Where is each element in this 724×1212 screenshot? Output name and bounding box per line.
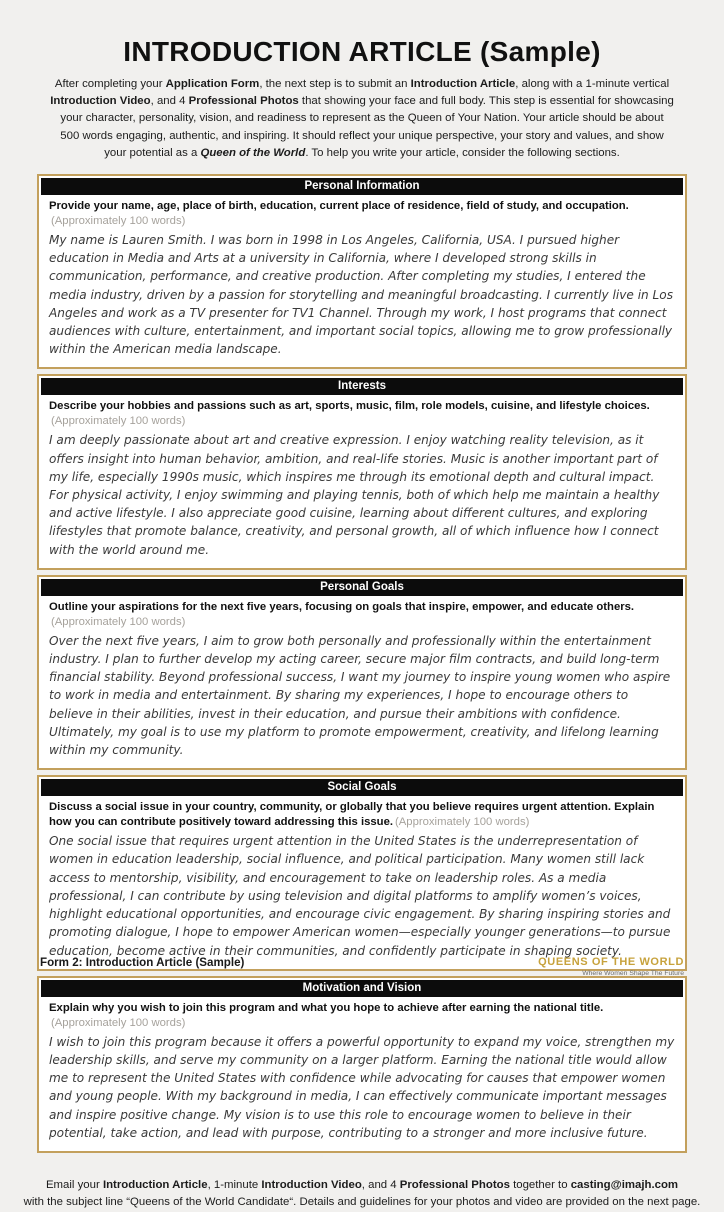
- submission-instructions: [0, 1177, 724, 1212]
- section-content: [41, 395, 683, 565]
- section-content: [41, 796, 683, 966]
- section-header-bar: [41, 579, 683, 596]
- section-content: [41, 596, 683, 766]
- brand-logo-title: QUEENS OF THE WORLD: [538, 956, 684, 968]
- section-title: Personal Information: [304, 180, 420, 193]
- section-title: Motivation and Vision: [302, 981, 422, 994]
- section-header-bar: [41, 980, 683, 997]
- section-interests: [37, 374, 687, 569]
- section-answer-text: One social issue that requires urgent attention in the United States is the underrepresentation of women in education leadership, social influence, and political participation. Many women still lack access to mentorship, visibility, and encouragement to take on leadership roles. As a media professional, I can contribute by using television and digital platforms to amplify women’s voices, highlight educational opportunities, and encourage civic engagement. By sharing inspiring stories and promoting dialogue, I hope to empower American women—especially younger generations—to pursue education, become active in their communities, and confidently participate in shaping society.: [49, 834, 671, 958]
- form-number-label: Form 2: Introduction Article (Sample): [40, 956, 245, 969]
- word-count-note: (Approximately 100 words): [395, 816, 530, 829]
- section-title: Interests: [338, 380, 386, 393]
- prompt-text: Discuss a social issue in your country, community, or globally that you believe requires urgent attention. Explain how you can contribute positively toward addressing this issue.: [49, 801, 655, 829]
- section-prompt: [49, 800, 675, 830]
- section-answer-text: My name is Lauren Smith. I was born in 1998 in Los Angeles, California, USA. I pursued higher education in Media and Arts at a university in California, where I developed strong skills in communication, performance, and creative production. After completing my studies, I entered the media industry, driven by a passion for storytelling and meaningful broadcasting. I currently live in Los Angeles and work as a TV presenter for TV1 Channel. Through my work, I host programs that connect audiences with culture, entertainment, and important social topics, allowing me to grow professionally within the American media landscape.: [49, 233, 673, 357]
- prompt-text: Outline your aspirations for the next five years, focusing on goals that inspire, empower, and educate others.: [49, 600, 635, 613]
- word-count-note: (Approximately 100 words): [51, 615, 186, 628]
- brand-logo: [538, 956, 684, 977]
- section-prompt: [49, 199, 675, 229]
- intro-paragraph: After completing your Application Form, the next step is to submit an Introduction Article, along with a 1-minute vertical Introduction Video, and 4 Professional Photos that showing your face and full body. This step is essential for showcasing your character, personality, vision, and readiness to represent as the Queen of Your Nation. Your article should be about 500 words engaging, authentic, and inspiring. It should reflect your unique perspective, your story and values, and show your potential as a Queen of the World. To help you write your article, consider the following sections.: [50, 78, 674, 159]
- section-personal-goals: [37, 575, 687, 770]
- section-title: Social Goals: [327, 781, 397, 794]
- word-count-note: (Approximately 100 words): [51, 415, 186, 428]
- section-social-goals: [37, 775, 687, 970]
- section-answer-text: I am deeply passionate about art and creative expression. I enjoy watching reality television, as it offers insight into human behavior, ambition, and real-life stories. Music is another important part of my life, especially 1990s music, which inspires me through its emotional depth and cultural impact. For physical activity, I enjoy swimming and playing tennis, both of which help me maintain a healthy and active lifestyle. I also appreciate good cuisine, learning about different cultures, and exploring lifestyles that promote balance, creativity, and personal growth, all of which influence how I connect with the world around me.: [49, 433, 660, 557]
- section-header-bar: [41, 178, 683, 195]
- page-footer: [40, 956, 684, 977]
- page-title: INTRODUCTION ARTICLE (Sample): [123, 36, 601, 67]
- word-count-note: (Approximately 100 words): [51, 1016, 186, 1029]
- prompt-text: Provide your name, age, place of birth, education, current place of residence, field of study, and occupation.: [49, 200, 629, 213]
- section-prompt: [49, 399, 675, 429]
- section-personal-information: [37, 174, 687, 369]
- section-prompt: [49, 1001, 675, 1031]
- section-answer-text: Over the next five years, I aim to grow both personally and professionally within the entertainment industry. I plan to further develop my acting career, secure major film contracts, and build long-term financial stability. Beyond professional success, I want my journey to inspire young women who aspire to work in media and entertainment. By sharing my experiences, I hope to encourage others to believe in their abilities, invest in their education, and pursue their ambitions with confidence. Ultimately, my goal is to use my platform to promote empowerment, creativity, and lifelong learning within my community.: [49, 633, 671, 758]
- section-header-bar: [41, 779, 683, 796]
- section-motivation-and-vision: [37, 976, 687, 1153]
- brand-logo-tagline: Where Women Shape The Future: [582, 970, 684, 977]
- prompt-text: Explain why you wish to join this program and what you hope to achieve after earning the national title.: [49, 1001, 604, 1014]
- submission-instructions-line1: Email your Introduction Article, 1-minute Introduction Video, and 4 Professional Photos together to casting@imajh.com: [45, 1178, 679, 1191]
- submission-instructions-line2: with the subject line “Queens of the World Candidate“. Details and guidelines for your photos and video are provided on the next page.: [23, 1196, 701, 1209]
- section-answer-text: I wish to join this program because it offers a powerful opportunity to expand my voice, strengthen my leadership skills, and serve my community on a larger platform. Earning the national title would allow me to represent the United States with confidence while advocating for causes that empower women and young people. With my background in media, I can effectively communicate important messages and inspire positive change. My vision is to use this role to encourage women to believe in their potential, take action, and lead with purpose, contributing to a stronger and more inclusive future.: [49, 1034, 675, 1140]
- section-content: [41, 195, 683, 365]
- prompt-text: Describe your hobbies and passions such as art, sports, music, film, role models, cuisine, and lifestyle choices.: [49, 400, 650, 413]
- section-prompt: [49, 600, 675, 630]
- section-header-bar: [41, 378, 683, 395]
- section-title: Personal Goals: [320, 580, 404, 593]
- section-content: [41, 997, 683, 1149]
- word-count-note: (Approximately 100 words): [51, 215, 186, 228]
